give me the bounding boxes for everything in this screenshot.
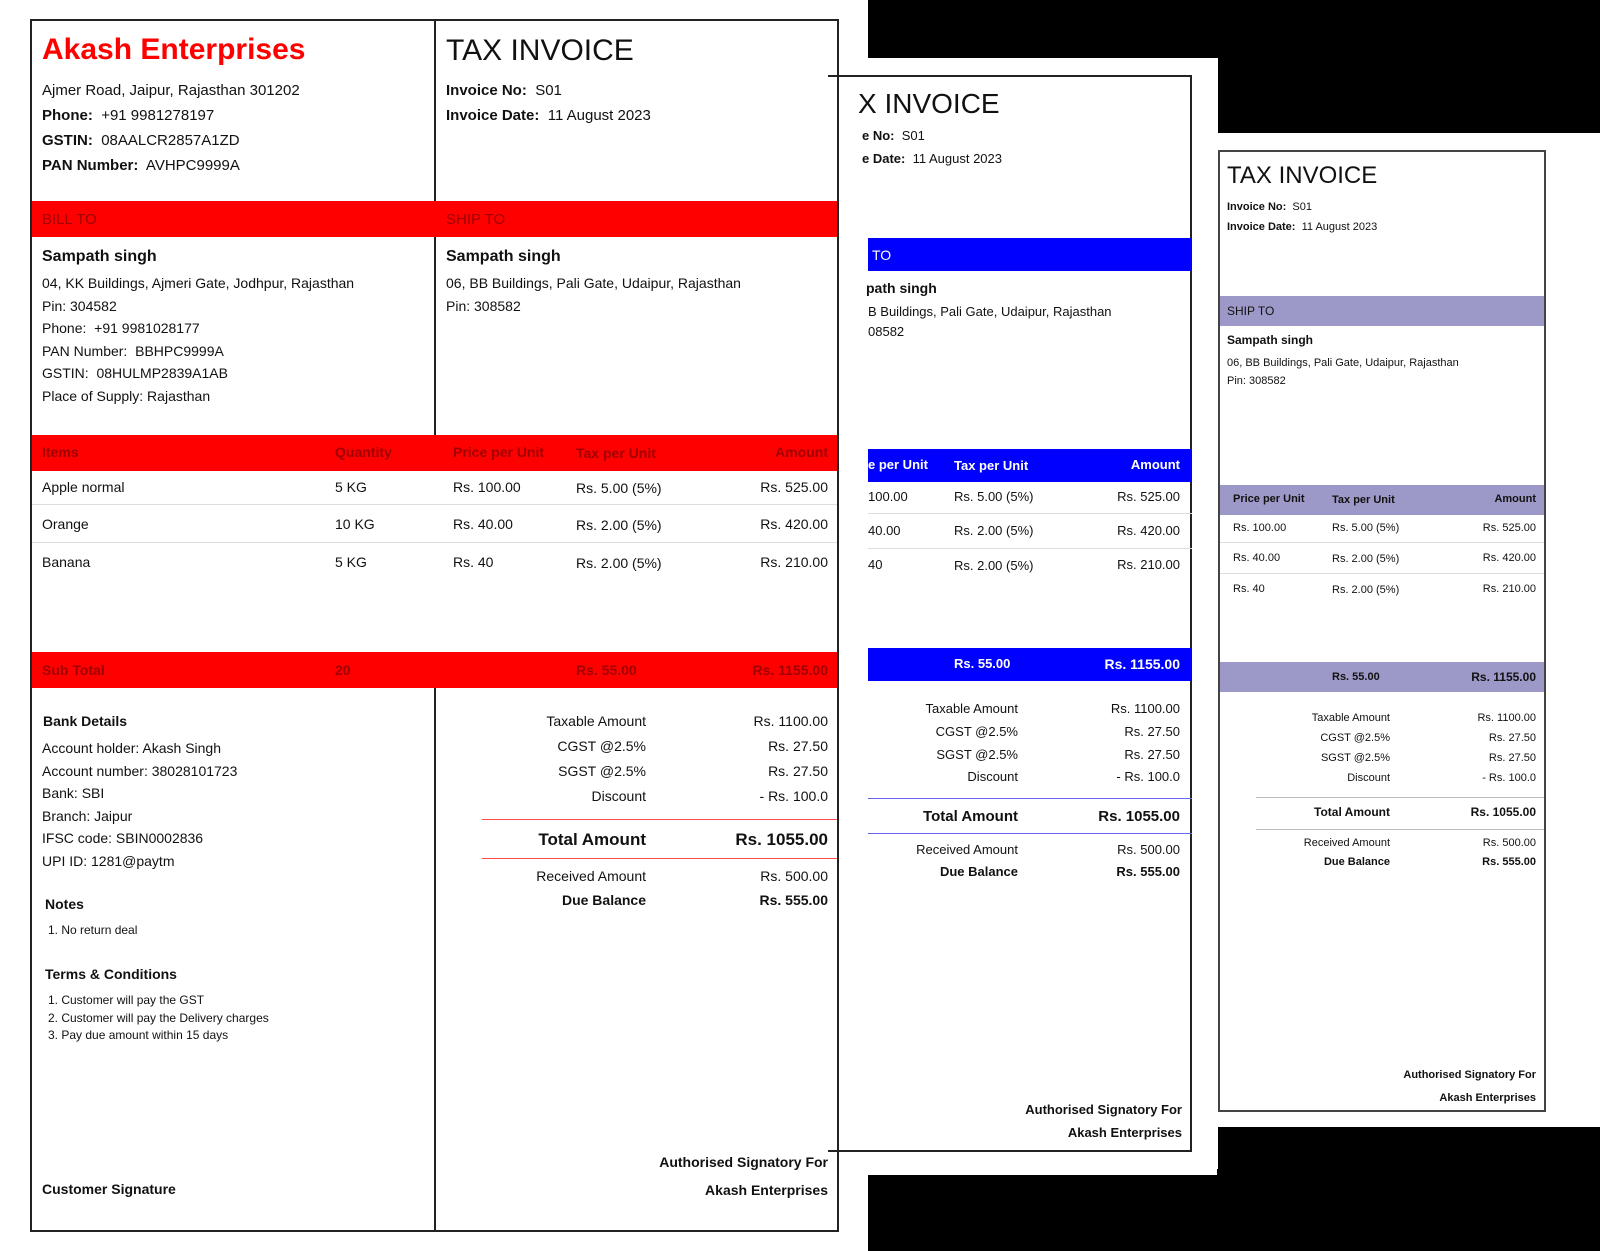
ship-band <box>868 238 1192 271</box>
row3-tax: Rs. 2.00 (5%) <box>954 558 1034 573</box>
label: Phone: <box>42 320 87 336</box>
col-quantity: Quantity <box>335 444 392 460</box>
company-phone <box>42 107 214 124</box>
ship-to-address: 06, BB Buildings, Pali Gate, Udaipur, Rajasthan <box>1227 357 1459 369</box>
row-divider <box>1220 573 1544 574</box>
label: GSTIN: <box>42 365 89 381</box>
terms-item: 3. Pay due amount within 15 days <box>48 1028 229 1042</box>
discount-label: Discount <box>967 769 1018 784</box>
bank-name: Bank: SBI <box>42 785 105 801</box>
company-address: Ajmer Road, Jaipur, Rajasthan 301202 <box>42 82 300 99</box>
col-tax: Tax per Unit <box>576 445 656 461</box>
invoice-frame <box>828 75 1192 1152</box>
cgst-label: CGST @2.5% <box>935 724 1018 739</box>
row2-price: 40.00 <box>868 523 901 538</box>
total-label: Total Amount <box>923 808 1018 825</box>
row3-tax: Rs. 2.00 (5%) <box>1332 584 1400 596</box>
row3-amount: Rs. 210.00 <box>1482 583 1536 595</box>
row3-amount: Rs. 210.00 <box>760 554 828 570</box>
invoice-number <box>446 82 562 99</box>
terms-item: 2. Customer will pay the Delivery charges <box>48 1011 269 1025</box>
discount-label: Discount <box>591 788 646 804</box>
row2-qty: 10 KG <box>335 516 375 532</box>
bank-holder: Account holder: Akash Singh <box>42 740 222 756</box>
row-divider <box>868 513 1192 514</box>
due-value: Rs. 555.00 <box>1482 856 1536 868</box>
ship-to-name: Sampath singh <box>1227 333 1314 347</box>
label: Invoice No: <box>1227 201 1287 213</box>
discount-value: - Rs. 100.0 <box>759 788 828 804</box>
bill-to-gstin <box>42 365 228 381</box>
ship-to-pin-cropped: 08582 <box>868 324 905 339</box>
row2-tax: Rs. 2.00 (5%) <box>1332 553 1400 565</box>
total-value: Rs. 1055.00 <box>1098 808 1180 825</box>
invoice-title: TAX INVOICE <box>446 34 634 67</box>
row1-price: Rs. 100.00 <box>1233 522 1287 534</box>
row-divider <box>32 504 837 505</box>
sgst-value: Rs. 27.50 <box>768 763 828 779</box>
discount-value: - Rs. 100.0 <box>1116 769 1180 784</box>
row2-tax: Rs. 2.00 (5%) <box>954 523 1034 538</box>
terms-heading: Terms & Conditions <box>45 966 177 982</box>
label: PAN Number: <box>42 343 128 359</box>
subtotal-amount: Rs. 1155.00 <box>1104 656 1180 672</box>
total-top-line <box>482 819 837 820</box>
col-amount: Amount <box>1494 493 1536 505</box>
row2-amount: Rs. 420.00 <box>1117 523 1180 538</box>
sgst-label: SGST @2.5% <box>1320 752 1390 764</box>
row3-amount: Rs. 210.00 <box>1117 557 1180 572</box>
row3-qty: 5 KG <box>335 554 367 570</box>
invoice-number <box>862 128 925 143</box>
bank-heading: Bank Details <box>43 713 128 729</box>
row1-tax: Rs. 5.00 (5%) <box>954 489 1034 504</box>
due-label: Due Balance <box>561 892 646 908</box>
subtotal-qty: 20 <box>335 662 351 678</box>
invoice-lavender-theme <box>1218 150 1546 1112</box>
col-tax: Tax per Unit <box>1332 494 1395 506</box>
bank-ifsc: IFSC code: SBIN0002836 <box>42 830 204 846</box>
row2-price: Rs. 40.00 <box>453 516 513 532</box>
label: Invoice Date: <box>1227 221 1296 233</box>
taxable-value: Rs. 1100.00 <box>1110 701 1180 716</box>
total-label: Total Amount <box>1314 805 1390 819</box>
row1-price: Rs. 100.00 <box>453 479 521 495</box>
row1-qty: 5 KG <box>335 479 367 495</box>
due-label: Due Balance <box>1323 856 1390 868</box>
pan-value: AVHPC9999A <box>145 157 240 174</box>
row2-amount: Rs. 420.00 <box>760 516 828 532</box>
col-amount: Amount <box>775 444 828 460</box>
ship-to-address: 06, BB Buildings, Pali Gate, Udaipur, Rajasthan <box>446 275 741 291</box>
company-name: Akash Enterprises <box>42 33 306 66</box>
divider <box>434 688 436 1230</box>
taxable-label: Taxable Amount <box>1311 712 1390 724</box>
row3-price: Rs. 40 <box>453 554 494 570</box>
ship-to-name-cropped: path singh <box>866 280 937 296</box>
invoice-date-label: Invoice Date: <box>446 107 540 124</box>
value: S01 <box>1292 201 1312 213</box>
bank-upi: UPI ID: 1281@paytm <box>42 853 175 869</box>
received-label: Received Amount <box>916 842 1018 857</box>
row1-amount: Rs. 525.00 <box>1482 522 1536 534</box>
bank-account-number: Account number: 38028101723 <box>42 763 238 779</box>
subtotal-amount: Rs. 1155.00 <box>752 662 828 678</box>
ship-to-heading-cropped: TO <box>872 247 892 263</box>
authorised-company: Akash Enterprises <box>1439 1092 1536 1104</box>
ship-to-address-cropped: B Buildings, Pali Gate, Udaipur, Rajasthan <box>868 304 1112 319</box>
total-bottom-line <box>482 858 837 859</box>
divider <box>434 237 436 435</box>
received-value: Rs. 500.00 <box>1482 837 1536 849</box>
subtotal-tax: Rs. 55.00 <box>1332 671 1380 683</box>
invoice-number-value: S01 <box>535 82 562 99</box>
invoice-number-label: Invoice No: <box>446 82 527 99</box>
ship-to-name: Sampath singh <box>446 248 561 265</box>
gstin-value: 08AALCR2857A1ZD <box>101 132 240 149</box>
row-divider <box>32 542 837 543</box>
value: BBHPC9999A <box>135 343 224 359</box>
bill-to-name: Sampath singh <box>42 248 157 265</box>
value: S01 <box>901 128 925 143</box>
row2-price: Rs. 40.00 <box>1233 552 1281 564</box>
row3-price: Rs. 40 <box>1233 583 1265 595</box>
pan-label: PAN Number: <box>42 157 139 174</box>
subtotal-tax: Rs. 55.00 <box>576 662 637 678</box>
received-label: Received Amount <box>536 868 646 884</box>
row1-amount: Rs. 525.00 <box>1117 489 1180 504</box>
row1-amount: Rs. 525.00 <box>760 479 828 495</box>
total-top-line <box>868 798 1192 799</box>
row3-tax: Rs. 2.00 (5%) <box>576 555 662 571</box>
bill-to-phone <box>42 320 200 336</box>
taxable-label: Taxable Amount <box>925 701 1018 716</box>
invoice-date-value: 11 August 2023 <box>547 107 651 124</box>
sgst-value: Rs. 27.50 <box>1488 752 1536 764</box>
value: +91 9981028177 <box>94 320 200 336</box>
col-tax: Tax per Unit <box>954 458 1029 473</box>
row3-price: 40 <box>868 557 883 572</box>
ship-to-pin: Pin: 308582 <box>446 298 521 314</box>
bill-ship-band <box>32 201 837 237</box>
invoice-title-cropped: X INVOICE <box>858 88 1000 119</box>
row2-item: Orange <box>42 516 89 532</box>
taxable-label: Taxable Amount <box>546 713 646 729</box>
total-label: Total Amount <box>538 830 646 849</box>
invoice-date <box>446 107 651 124</box>
invoice-number <box>1227 201 1312 213</box>
authorised-company: Akash Enterprises <box>705 1182 828 1198</box>
bill-to-pin: Pin: 304582 <box>42 298 117 314</box>
cgst-value: Rs. 27.50 <box>768 738 828 754</box>
ship-to-heading: SHIP TO <box>1227 304 1275 318</box>
authorised-signatory: Authorised Signatory For <box>1403 1069 1536 1081</box>
authorised-company: Akash Enterprises <box>1067 1125 1182 1140</box>
company-pan <box>42 157 240 174</box>
due-value: Rs. 555.00 <box>759 892 828 908</box>
due-value: Rs. 555.00 <box>1116 864 1180 879</box>
due-label: Due Balance <box>939 864 1018 879</box>
invoice-red-theme <box>30 19 839 1232</box>
row-divider <box>1220 542 1544 543</box>
sgst-label: SGST @2.5% <box>936 747 1018 762</box>
authorised-signatory: Authorised Signatory For <box>1025 1102 1182 1117</box>
row2-tax: Rs. 2.00 (5%) <box>576 517 662 533</box>
ship-to-pin: Pin: 308582 <box>1227 375 1286 387</box>
bill-to-pan <box>42 343 224 359</box>
col-price-cropped: e per Unit <box>868 457 928 472</box>
received-value: Rs. 500.00 <box>1117 842 1180 857</box>
subtotal-label: Sub Total <box>42 662 105 678</box>
total-bottom-line <box>1256 829 1544 830</box>
cgst-label: CGST @2.5% <box>1320 732 1390 744</box>
row1-item: Apple normal <box>42 479 125 495</box>
discount-value: - Rs. 100.0 <box>1482 772 1536 784</box>
taxable-value: Rs. 1100.00 <box>753 713 828 729</box>
row1-price: 100.00 <box>868 489 908 504</box>
bill-to-heading: BILL TO <box>42 211 97 228</box>
label: e Date: <box>862 151 906 166</box>
terms-item: 1. Customer will pay the GST <box>48 993 205 1007</box>
received-label: Received Amount <box>1303 837 1390 849</box>
divider <box>434 21 436 201</box>
row1-tax: Rs. 5.00 (5%) <box>1332 522 1400 534</box>
notes-heading: Notes <box>45 896 84 912</box>
authorised-signatory: Authorised Signatory For <box>659 1154 828 1170</box>
col-price: Price per Unit <box>453 444 545 460</box>
label: e No: <box>862 128 895 143</box>
customer-signature: Customer Signature <box>42 1181 176 1197</box>
notes-item: 1. No return deal <box>48 923 138 937</box>
row1-tax: Rs. 5.00 (5%) <box>576 480 662 496</box>
col-price: Price per Unit <box>1233 493 1305 505</box>
value: 11 August 2023 <box>912 151 1002 166</box>
taxable-value: Rs. 1100.00 <box>1477 712 1536 724</box>
total-bottom-line <box>868 833 1192 834</box>
value: 08HULMP2839A1AB <box>96 365 228 381</box>
value: 11 August 2023 <box>1301 221 1378 233</box>
subtotal-tax: Rs. 55.00 <box>954 656 1011 671</box>
bank-branch: Branch: Jaipur <box>42 808 133 824</box>
gstin-label: GSTIN: <box>42 132 93 149</box>
sgst-value: Rs. 27.50 <box>1124 747 1180 762</box>
bill-to-place-of-supply: Place of Supply: Rajasthan <box>42 388 211 404</box>
invoice-date <box>1227 221 1377 233</box>
background-block <box>1218 0 1600 133</box>
col-items: Items <box>42 444 79 460</box>
subtotal-amount: Rs. 1155.00 <box>1471 670 1536 684</box>
phone-label: Phone: <box>42 107 93 124</box>
invoice-blue-theme <box>858 75 1217 1175</box>
background-block <box>868 1169 1600 1251</box>
invoice-title: TAX INVOICE <box>1227 162 1378 189</box>
cgst-label: CGST @2.5% <box>557 738 646 754</box>
row2-amount: Rs. 420.00 <box>1482 552 1536 564</box>
discount-label: Discount <box>1347 772 1390 784</box>
col-amount: Amount <box>1130 457 1180 472</box>
row3-item: Banana <box>42 554 91 570</box>
cgst-value: Rs. 27.50 <box>1124 724 1180 739</box>
total-value: Rs. 1055.00 <box>1470 805 1536 819</box>
bill-to-address: 04, KK Buildings, Ajmeri Gate, Jodhpur, Rajasthan <box>42 275 355 291</box>
total-top-line <box>1256 797 1544 798</box>
sgst-label: SGST @2.5% <box>558 763 646 779</box>
company-gstin <box>42 132 240 149</box>
ship-to-heading: SHIP TO <box>446 211 506 228</box>
received-value: Rs. 500.00 <box>760 868 828 884</box>
row-divider <box>868 548 1192 549</box>
phone-value: +91 9981278197 <box>101 107 215 124</box>
invoice-date <box>862 151 1002 166</box>
total-value: Rs. 1055.00 <box>735 830 828 849</box>
cgst-value: Rs. 27.50 <box>1488 732 1536 744</box>
